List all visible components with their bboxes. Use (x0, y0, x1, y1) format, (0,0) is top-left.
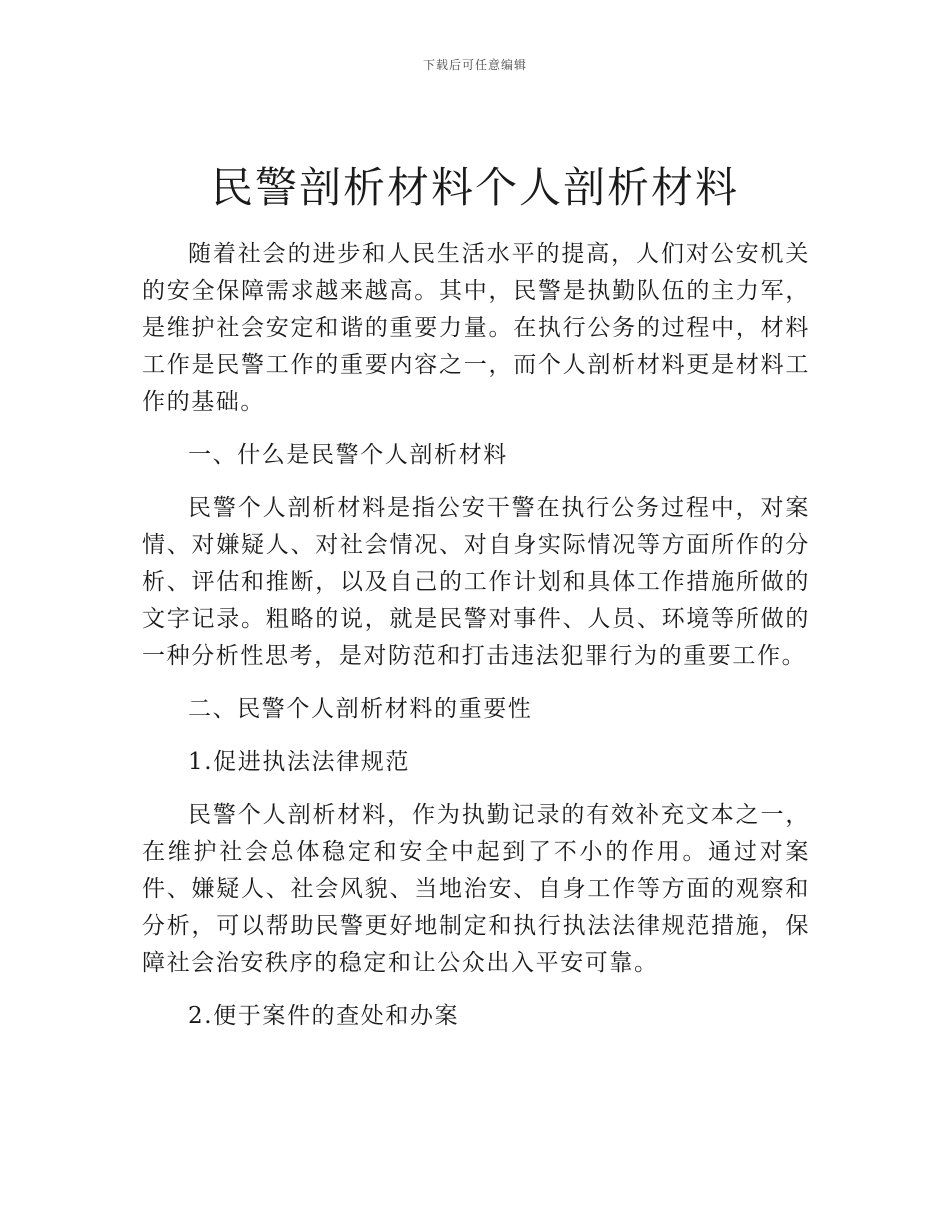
section-2-heading: 二、民警个人剖析材料的重要性 (188, 696, 533, 722)
subsection-2-2-heading: 2.便于案件的查处和办案 (188, 1003, 460, 1029)
section-1-paragraph: 民警个人剖析材料是指公安干警在执行公务过程中，对案情、对嫌疑人、对社会情况、对自身实际情况等方面所作的分析、评估和推断，以及自己的工作计划和具体工作措施所做的文字记录。粗略的说，就是民警对事件、人员、环境等所做的一种分析性思考，是对防范和打击违法犯罪行为的重要工作。 (142, 495, 810, 669)
header-note: 下载后可任意编辑 (422, 58, 527, 72)
document-body (142, 236, 810, 1051)
subsection-2-1-paragraph: 民警个人剖析材料，作为执勤记录的有效补充文本之一，在维护社会总体稳定和安全中起到了不小的作用。通过对案件、嫌疑人、社会风貌、当地治安、自身工作等方面的观察和分析，可以帮助民警更好地制定和执行执法法律规范措施，保障社会治安秩序的稳定和让公众出入平安可靠。 (142, 802, 810, 976)
section-1-heading: 一、什么是民警个人剖析材料 (188, 442, 508, 468)
intro-paragraph: 随着社会的进步和人民生活水平的提高，人们对公安机关的安全保障需求越来越高。其中，民警是执勤队伍的主力军，是维护社会安定和谐的重要力量。在执行公务的过程中，材料工作是民警工作的重要内容之一，而个人剖析材料更是材料工作的基础。 (142, 241, 810, 415)
document-title: 民警剖析材料个人剖析材料 (210, 163, 739, 212)
subsection-2-1-heading: 1.促进执法法律规范 (188, 749, 410, 775)
